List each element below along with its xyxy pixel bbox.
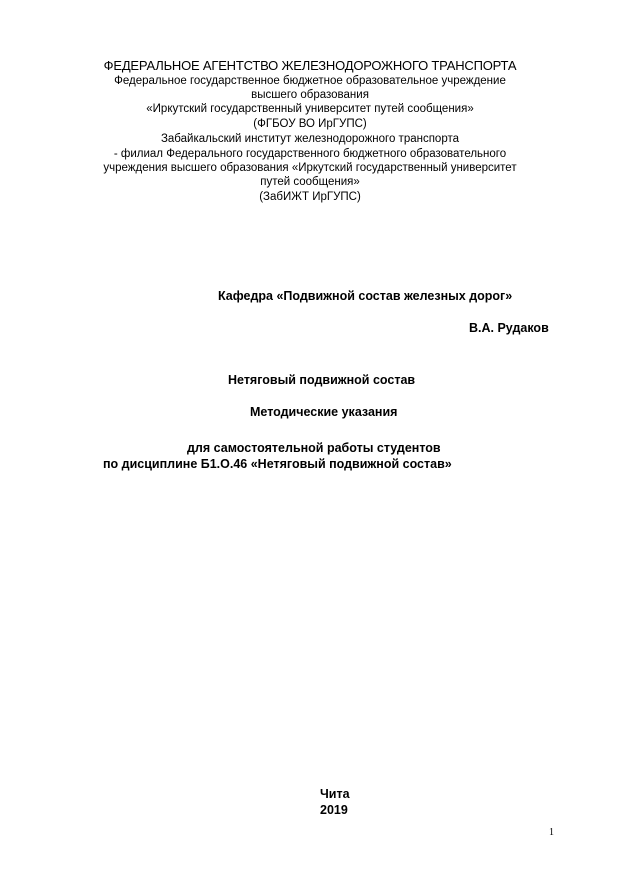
purpose-line-2: по дисциплине Б1.О.46 «Нетяговый подвижной состав» <box>103 457 452 471</box>
page-number: 1 <box>549 827 554 838</box>
document-subtitle: Методические указания <box>250 405 398 419</box>
document-title: Нетяговый подвижной состав <box>228 373 416 387</box>
header-line-8: путей сообщения» <box>260 176 360 188</box>
purpose-line-1: для самостоятельной работы студентов <box>187 441 441 455</box>
header-line-2: высшего образования <box>251 89 369 101</box>
city: Чита <box>320 787 350 801</box>
agency-name: ФЕДЕРАЛЬНОЕ АГЕНТСТВО ЖЕЛЕЗНОДОРОЖНОГО ТРАНСПОРТА <box>103 58 517 73</box>
header-line-7: учреждения высшего образования «Иркутский государственный университет <box>103 162 517 174</box>
department-name: Кафедра «Подвижной состав железных дорог» <box>218 289 513 303</box>
year: 2019 <box>320 803 348 817</box>
header-line-3: «Иркутский государственный университет путей сообщения» <box>146 103 474 115</box>
header-line-9: (ЗабИЖТ ИрГУПС) <box>259 191 361 203</box>
header-line-6: - филиал Федерального государственного бюджетного образовательного <box>113 148 507 160</box>
header-line-5: Забайкальский институт железнодорожного транспорта <box>160 133 460 145</box>
header-line-1: Федеральное государственное бюджетное образовательное учреждение <box>114 75 506 87</box>
header-line-4: (ФГБОУ ВО ИрГУПС) <box>253 118 367 130</box>
author-name: В.А. Рудаков <box>469 321 549 335</box>
